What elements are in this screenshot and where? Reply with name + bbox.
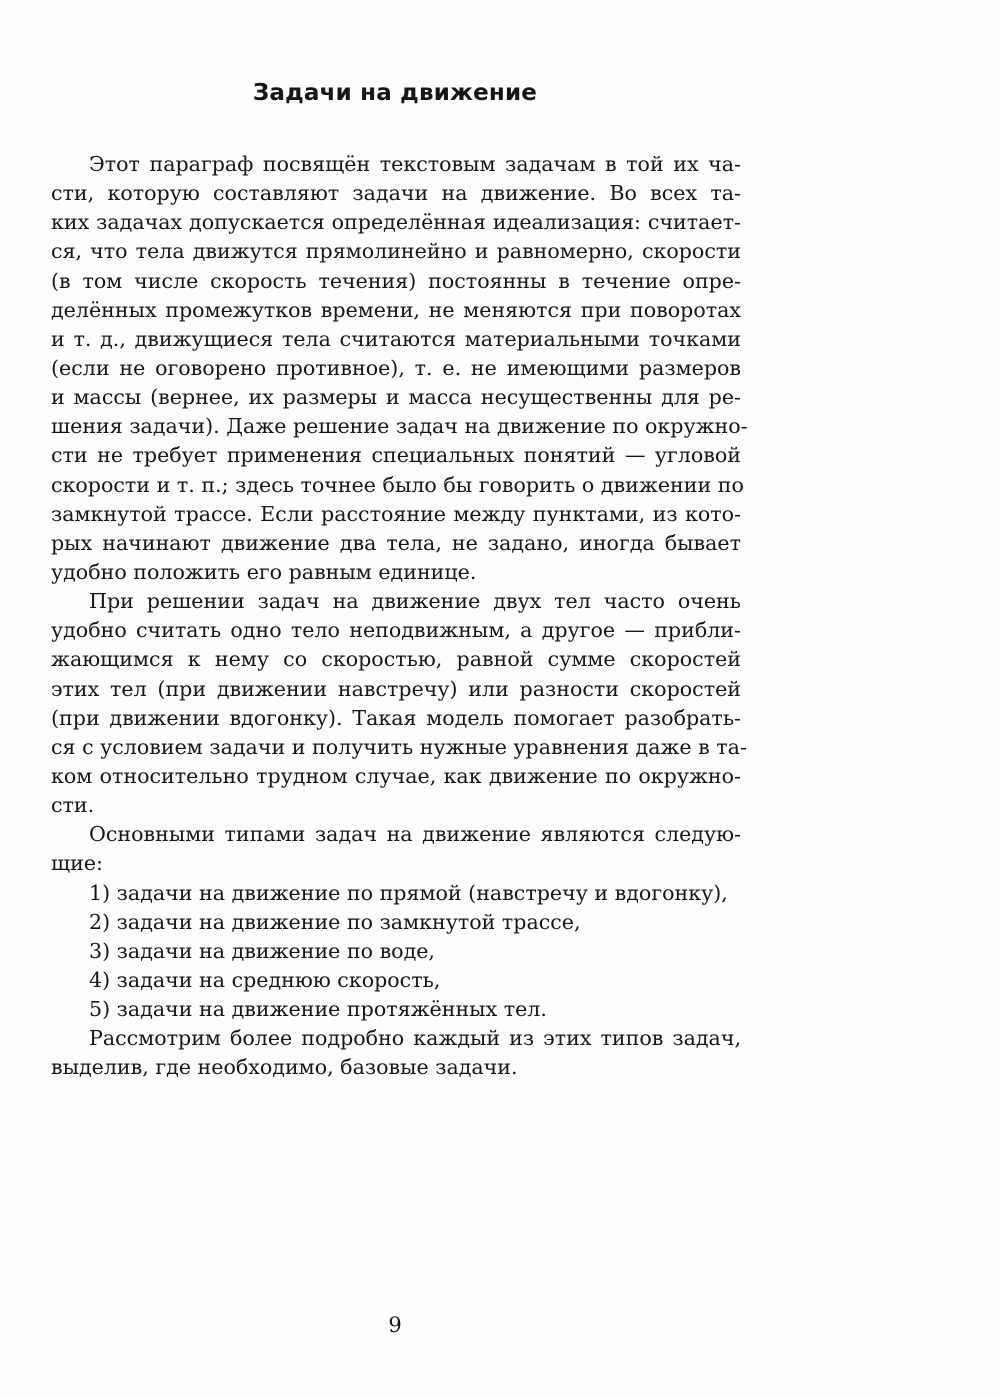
text-line: ся, что тела движутся прямолинейно и равномерно, скорости [51,239,741,264]
text-line: сти не требует применения специальных понятий — угловой [51,443,741,468]
text-line: (в том числе скорость течения) постоянны в течение опре- [51,268,741,293]
list-item: 3) задачи на движение по воде, [89,938,435,963]
text-line: жающимся к нему со скоростью, равной сумме скоростей [51,647,741,672]
list-item: 1) задачи на движение по прямой (навстречу и вдогонку), [89,880,728,905]
text-line: выделив, где необходимо, базовые задачи. [51,1055,518,1080]
paragraph-closing [51,1024,741,1082]
text-line: Этот параграф посвящён текстовым задачам в той их ча- [89,152,741,176]
page-title: Задачи на движение [252,80,538,106]
text-line: рых начинают движение два тела, не задано, иногда бывает [51,530,741,555]
text-line: этих тел (при движении навстречу) или разности скоростей [51,676,741,701]
text-line: и массы (вернее, их размеры и масса несущественны для ре- [51,385,741,410]
text-line: сти, которую составляют задачи на движение. Во всех та- [51,181,741,206]
paragraph-two-bodies [51,587,747,820]
text-line: и т. д., движущиеся тела считаются материальными точками [51,326,741,351]
text-line: удобно считать одно тело неподвижным, а другое — прибли- [51,618,741,643]
list-item: 5) задачи на движение протяжённых тел. [89,997,547,1022]
text-line: щие: [51,851,103,876]
task-types-list [51,879,741,1025]
text-line: ком относительно трудном случае, как движение по окружно- [51,763,741,788]
page-number: 9 [388,1313,402,1337]
text-line: делённых промежутков времени, не меняются при поворотах [51,297,741,322]
list-item: 4) задачи на среднюю скорость, [89,967,441,992]
text-line: шения задачи). Даже решение задач на движение по окружно- [51,414,748,439]
text-line: (при движении вдогонку). Такая модель помогает разобрать- [51,705,741,730]
text-line: замкнутой трассе. Если расстояние между пунктами, из кото- [51,501,741,526]
text-line: удобно положить его равным единице. [51,559,477,584]
text-line: Рассмотрим более подробно каждый из этих типов задач, [89,1026,741,1051]
text-line: Основными типами задач на движение являются следую- [89,822,741,847]
text-line: ся с условием задачи и получить нужные уравнения даже в та- [51,734,747,759]
text-line: скорости и т. п.; здесь точнее было бы говорить о движении по [51,472,744,497]
text-line: ких задачах допускается определённая идеализация: считает- [51,210,741,235]
text-line: При решении задач на движение двух тел часто очень [89,589,741,614]
text-line: сти. [51,793,95,818]
text-line: (если не оговорено противное), т. е. не имеющими размеров [51,355,741,380]
paragraph-intro [51,150,748,587]
page-body [51,150,748,1083]
list-item: 2) задачи на движение по замкнутой трассе, [89,909,581,934]
paragraph-types-intro [51,820,741,878]
